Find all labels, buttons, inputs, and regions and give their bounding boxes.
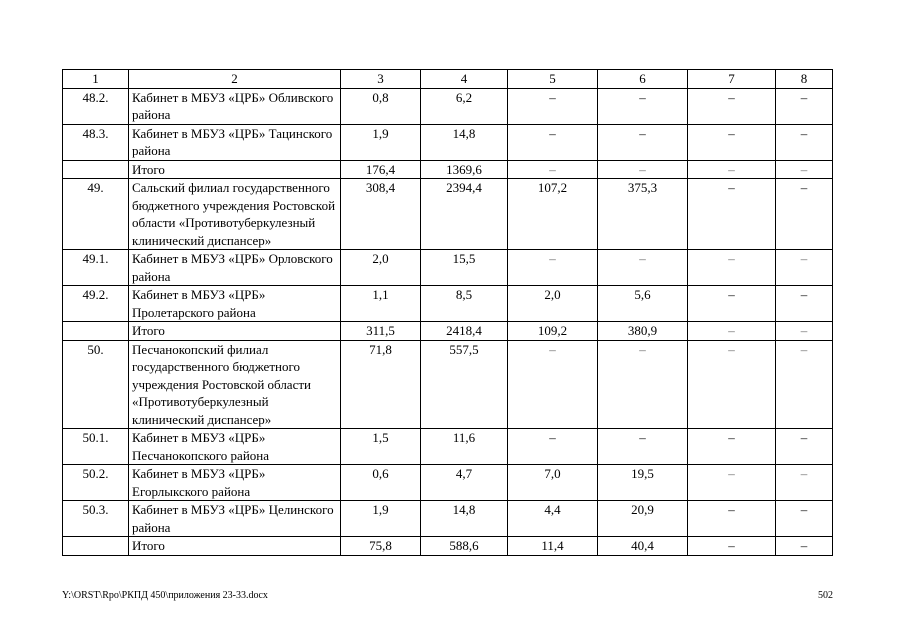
- total-row: [63, 537, 833, 556]
- row-number: 50.1.: [63, 429, 129, 465]
- cell-col6: 40,4: [598, 537, 688, 556]
- row-number: 50.3.: [63, 501, 129, 537]
- cell-col3: 311,5: [341, 322, 421, 341]
- row-name: Итого: [129, 160, 341, 179]
- total-row: [63, 160, 833, 179]
- col-header: 3: [341, 70, 421, 89]
- cell-col4: 15,5: [421, 250, 508, 286]
- row-number: 49.2.: [63, 286, 129, 322]
- col-header: 4: [421, 70, 508, 89]
- cell-col5: –: [508, 250, 598, 286]
- page-number: 502: [818, 590, 833, 601]
- cell-col3: 71,8: [341, 340, 421, 429]
- table-row: [63, 250, 833, 286]
- cell-col8: –: [776, 429, 833, 465]
- table-row: [63, 124, 833, 160]
- col-header: 2: [129, 70, 341, 89]
- cell-col8: –: [776, 465, 833, 501]
- cell-col4: 14,8: [421, 501, 508, 537]
- cell-col3: 0,6: [341, 465, 421, 501]
- cell-col7: –: [688, 465, 776, 501]
- cell-col4: 8,5: [421, 286, 508, 322]
- row-number: [63, 160, 129, 179]
- cell-col7: –: [688, 179, 776, 250]
- cell-col4: 11,6: [421, 429, 508, 465]
- cell-col5: –: [508, 340, 598, 429]
- cell-col5: 2,0: [508, 286, 598, 322]
- col-header: 6: [598, 70, 688, 89]
- cell-col6: –: [598, 160, 688, 179]
- row-number: 49.1.: [63, 250, 129, 286]
- row-number: 50.2.: [63, 465, 129, 501]
- cell-col3: 176,4: [341, 160, 421, 179]
- cell-col5: 107,2: [508, 179, 598, 250]
- cell-col7: –: [688, 250, 776, 286]
- cell-col8: –: [776, 340, 833, 429]
- cell-col7: –: [688, 160, 776, 179]
- cell-col8: –: [776, 160, 833, 179]
- cell-col4: 14,8: [421, 124, 508, 160]
- total-row: [63, 322, 833, 341]
- cell-col8: –: [776, 286, 833, 322]
- cell-col3: 1,9: [341, 501, 421, 537]
- cell-col3: 1,9: [341, 124, 421, 160]
- cell-col4: 557,5: [421, 340, 508, 429]
- file-path: Y:\ORST\Rpo\РКПД 450\приложения 23-33.docx: [62, 590, 268, 601]
- cell-col4: 2418,4: [421, 322, 508, 341]
- row-name: Кабинет в МБУЗ «ЦРБ» Обливского района: [129, 88, 341, 124]
- cell-col8: –: [776, 322, 833, 341]
- row-number: 48.2.: [63, 88, 129, 124]
- row-name: Кабинет в МБУЗ «ЦРБ» Целинского района: [129, 501, 341, 537]
- cell-col4: 1369,6: [421, 160, 508, 179]
- cell-col8: –: [776, 537, 833, 556]
- row-name: Кабинет в МБУЗ «ЦРБ» Пролетарского района: [129, 286, 341, 322]
- row-number: [63, 537, 129, 556]
- cell-col8: –: [776, 501, 833, 537]
- cell-col6: 380,9: [598, 322, 688, 341]
- row-name: Сальский филиал государственного бюджетного учреждения Ростовской области «Противотуберкулезный клинический диспансер»: [129, 179, 341, 250]
- cell-col6: –: [598, 124, 688, 160]
- cell-col5: 4,4: [508, 501, 598, 537]
- cell-col6: –: [598, 340, 688, 429]
- cell-col6: –: [598, 429, 688, 465]
- col-header: 1: [63, 70, 129, 89]
- cell-col6: 19,5: [598, 465, 688, 501]
- cell-col3: 75,8: [341, 537, 421, 556]
- cell-col5: –: [508, 160, 598, 179]
- col-header: 8: [776, 70, 833, 89]
- row-number: 49.: [63, 179, 129, 250]
- cell-col7: –: [688, 88, 776, 124]
- col-header: 5: [508, 70, 598, 89]
- cell-col5: –: [508, 124, 598, 160]
- cell-col8: –: [776, 250, 833, 286]
- cell-col8: –: [776, 179, 833, 250]
- table-row: [63, 179, 833, 250]
- cell-col6: 375,3: [598, 179, 688, 250]
- table-row: [63, 286, 833, 322]
- cell-col7: –: [688, 537, 776, 556]
- cell-col6: 20,9: [598, 501, 688, 537]
- table-row: [63, 429, 833, 465]
- row-name: Итого: [129, 537, 341, 556]
- cell-col8: –: [776, 124, 833, 160]
- row-name: Песчанокопский филиал государственного бюджетного учреждения Ростовской области «Противотуберкулезный клинический диспансер»: [129, 340, 341, 429]
- row-name: Кабинет в МБУЗ «ЦРБ» Песчанокопского района: [129, 429, 341, 465]
- cell-col6: –: [598, 88, 688, 124]
- cell-col3: 0,8: [341, 88, 421, 124]
- cell-col7: –: [688, 429, 776, 465]
- cell-col3: 2,0: [341, 250, 421, 286]
- cell-col8: –: [776, 88, 833, 124]
- cell-col3: 1,5: [341, 429, 421, 465]
- cell-col5: –: [508, 429, 598, 465]
- cell-col4: 6,2: [421, 88, 508, 124]
- table-row: [63, 340, 833, 429]
- row-name: Итого: [129, 322, 341, 341]
- cell-col4: 2394,4: [421, 179, 508, 250]
- table-row: [63, 88, 833, 124]
- cell-col5: 7,0: [508, 465, 598, 501]
- row-number: 48.3.: [63, 124, 129, 160]
- cell-col7: –: [688, 124, 776, 160]
- table-row: [63, 465, 833, 501]
- row-name: Кабинет в МБУЗ «ЦРБ» Егорлыкского района: [129, 465, 341, 501]
- table-row: [63, 501, 833, 537]
- allocation-table: [62, 69, 833, 556]
- cell-col3: 308,4: [341, 179, 421, 250]
- row-number: [63, 322, 129, 341]
- cell-col7: –: [688, 322, 776, 341]
- cell-col5: 109,2: [508, 322, 598, 341]
- cell-col6: –: [598, 250, 688, 286]
- col-header: 7: [688, 70, 776, 89]
- cell-col5: 11,4: [508, 537, 598, 556]
- cell-col3: 1,1: [341, 286, 421, 322]
- row-name: Кабинет в МБУЗ «ЦРБ» Тацинского района: [129, 124, 341, 160]
- cell-col7: –: [688, 340, 776, 429]
- cell-col4: 588,6: [421, 537, 508, 556]
- cell-col4: 4,7: [421, 465, 508, 501]
- cell-col5: –: [508, 88, 598, 124]
- cell-col7: –: [688, 501, 776, 537]
- row-name: Кабинет в МБУЗ «ЦРБ» Орловского района: [129, 250, 341, 286]
- cell-col6: 5,6: [598, 286, 688, 322]
- cell-col7: –: [688, 286, 776, 322]
- row-number: 50.: [63, 340, 129, 429]
- header-row: [63, 70, 833, 89]
